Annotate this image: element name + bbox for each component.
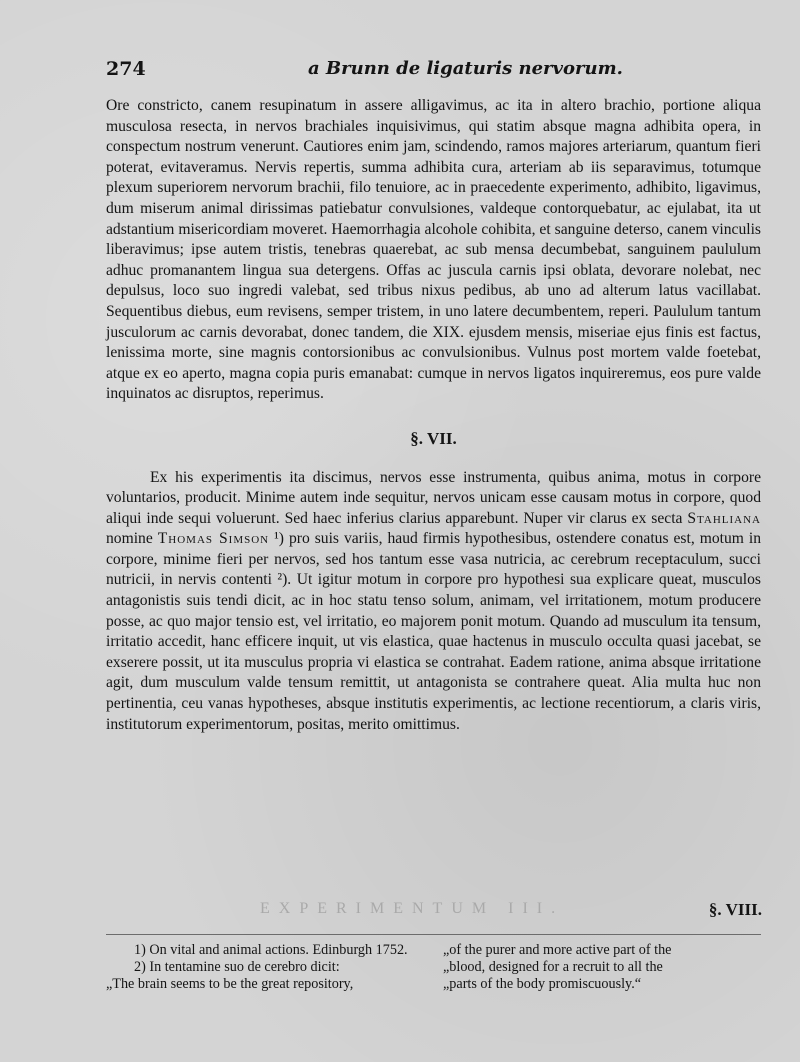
discussion-text-2: nomine bbox=[106, 530, 158, 548]
footnotes-left-column bbox=[106, 942, 424, 993]
page-number: 274 bbox=[106, 58, 146, 80]
paragraph-discussion bbox=[106, 468, 761, 736]
footnote-1: 1) On vital and animal actions. Edinburgh 1752. bbox=[134, 942, 408, 958]
section-heading: §. VII. bbox=[410, 428, 457, 448]
main-text bbox=[106, 96, 761, 735]
footnote-divider bbox=[106, 934, 761, 935]
footnotes-right-column bbox=[443, 942, 761, 993]
name-thomas-simson: Thomas Simson bbox=[157, 530, 270, 548]
footnote-quote-line: „parts of the body promiscuously.“ bbox=[443, 976, 642, 992]
footnote-2: 2) In tentamine suo de cerebro dicit: bbox=[134, 959, 340, 975]
footnotes bbox=[106, 942, 761, 993]
paragraph-experiment-narrative: Ore constricto, canem resupinatum in assere alligavimus, ac ita in altero brachio, portione aliqua musculosa resecta, in nervos brachiales inquisivimus, qui statim absque magna adhibita opera, in conspectum nostrum venerunt. Cautiores enim jam, scindendo, ramos majores arteriarum, quantum fieri poterat, evitaveramus. Nervis repertis, summa adhibita cura, arteriam ab iis separavimus, totumque plexum superiorem nervorum brachii, filo tenuiore, ac in praecedente experimento, adhibito, ligavimus, dum miserum animal dirissimas patiebatur convulsiones, valdeque contorquebatur, ac ejulabat, ita ut adstantium misericordiam moveret. Haemorrhagia alcohole cohibita, et sanguine deterso, canem vinculis liberavimus; ipse autem tristis, tenebras quaerebat, ac sub mensa decumbebat, sanguinem paululum adhuc promanantem lingua sua detergens. Offas ac jusculа carnis ipsi oblata, devorare nolebat, nec depulsus, loco suo ingredi valebat, sed tribus nixus pedibus, ab uno ad alterum latus vacillabat. Sequentibus diebus, eum revisens, semper tristem, in uno latere decumbentem, reperi. Paululum tantum jusculorum ac carnis devorabat, donec tandem, die XIX. ejusdem mensis, miseriae ejus finis est factus, lenissima morte, sine magnis contorsionibus ac convulsionibus. Vulnus post mortem valde foetebat, atque ex eo aperto, magna copia puris emanabat: cumque in nervos ligatos inquireremus, eos pure valde inquinatos ac disruptos, reperimus. bbox=[106, 97, 761, 403]
page-header bbox=[106, 58, 760, 84]
name-stahliana: Stahliana bbox=[687, 509, 761, 527]
bleed-through-text: EXPERIMENTUM III. bbox=[260, 900, 565, 917]
footnote-quote-line: „of the purer and more active part of the bbox=[443, 942, 672, 958]
catchword: §. VIII. bbox=[708, 900, 762, 919]
discussion-text-3: ¹) pro suis variis, haud firmis hypothesibus, ostendere conatus est, motum in corpore, minime fieri per nervos, sed hos tantum esse vasa nutricia, ac cerebrum receptaculum, succi nutricii, in nervis contenti ²). Ut igitur motum in corpore pro hypothesi sua explicare queat, musculos antagonistis suis tendi dicit, ac in hoc statu tenso solum, animam, vel irritationem, motum producere posse, ac quo major tensio est, vel irritatio, eo majorem ponit motum. Quando ad musculum ita tensum, irritatio accedit, hanc efficere inquit, ut vis elastica, quae hactenus in musculo occulta quasi jacebat, se exserere possit, ut ita musculus propria vi elastica se contrahat. Eadem ratione, anima absque irritatione agit, dum musculum valde tensum remittit, ut antagonista se contrahere queat. Alia multa huc non pertinentia, ceu vanas hypotheses, absque institutis experimentis, ac lectione recentiorum, a claris viris, institutorum experimentorum, positas, merito omittimus. bbox=[106, 530, 761, 733]
footnote-quote-line: „blood, designed for a recruit to all the bbox=[443, 959, 663, 975]
footnote-quote-start: „The brain seems to be the great repository, bbox=[106, 976, 354, 992]
discussion-text-1: Ex his experimentis ita discimus, nervos esse instrumenta, quibus anima, motus in corpore voluntarios, producit. Minime autem inde sequitur, nervos unicam esse causam motus in corpore, quod aliqui inde sequi voluerunt. Sed haec inferius clarius apparebunt. Nuper vir clarus ex secta bbox=[106, 468, 761, 527]
running-title: a Brunn de ligaturis nervorum. bbox=[308, 58, 623, 79]
